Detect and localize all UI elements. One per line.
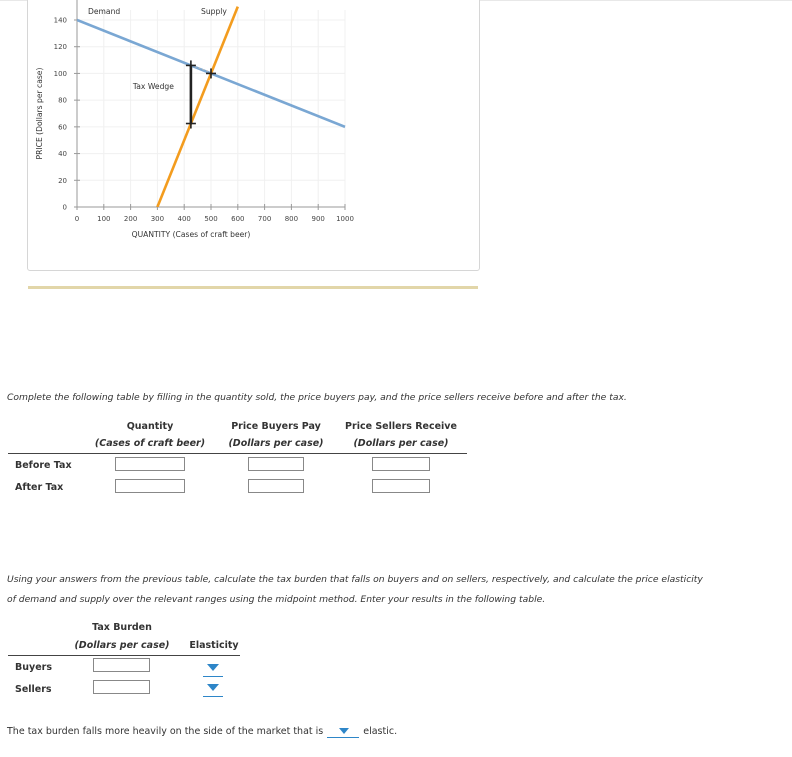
quantity-before-tax-input[interactable] [115, 457, 185, 471]
final-sentence-start: The tax burden falls more heavily on the side of the market that is [7, 726, 324, 737]
x-axis-label: QUANTITY (Cases of craft beer) [131, 230, 251, 239]
sellers-tax-burden-input[interactable] [93, 680, 150, 694]
x-tick-label: 800 [284, 215, 299, 223]
y-axis-label: PRICE (Dollars per case) [35, 67, 44, 160]
table2-instruction-line2: of demand and supply over the relevant ranges using the midpoint method. Enter your results in the following table. [7, 594, 546, 605]
final-sentence-end: elastic. [363, 726, 398, 737]
sellers-elasticity-dropdown[interactable] [203, 680, 223, 697]
x-tick-label: 500 [204, 215, 218, 223]
sellers-receive-header: Price Sellers Receive [345, 421, 457, 432]
tax-burden-unit: (Dollars per case) [74, 640, 170, 651]
quantity-unit: (Cases of craft beer) [94, 438, 206, 449]
table2-header-rule [8, 655, 240, 656]
table2-instruction-line1: Using your answers from the previous table, calculate the tax burden that falls on buyers and on sellers, respectively, and calculate the price elasticity [7, 574, 703, 585]
final-sentence [7, 725, 397, 738]
chevron-down-icon [207, 684, 219, 691]
sellers-receive-before-tax-input[interactable] [372, 457, 430, 471]
supply-label: Supply [201, 7, 227, 16]
buyers-pay-before-tax-input[interactable] [248, 457, 304, 471]
y-tick-label: 60 [58, 123, 67, 132]
tax-wedge-label: Tax Wedge [132, 81, 174, 91]
y-tick-label: 40 [58, 150, 67, 159]
x-tick-label: 400 [177, 215, 191, 223]
graph-panel [27, 0, 480, 271]
buyers-pay-after-tax-input[interactable] [248, 479, 304, 493]
quantity-header: Quantity [126, 421, 174, 432]
elasticity-header: Elasticity [189, 640, 239, 651]
section-divider [28, 286, 478, 289]
x-tick-label: 200 [123, 215, 138, 223]
buyers-tax-burden-input[interactable] [93, 658, 150, 672]
row-label-before-tax: Before Tax [15, 460, 72, 471]
y-tick-label: 120 [53, 43, 67, 52]
buyers-pay-header: Price Buyers Pay [231, 421, 321, 432]
x-tick-label: 600 [231, 215, 245, 223]
x-tick-label: 700 [257, 215, 272, 223]
table1-instruction: Complete the following table by filling in the quantity sold, the price buyers pay, and the price sellers receive before and after the tax. [7, 392, 627, 403]
elastic-side-dropdown[interactable] [327, 725, 359, 738]
x-tick-label: 900 [311, 215, 325, 223]
y-tick-label: 80 [58, 96, 67, 105]
chevron-down-icon [339, 728, 349, 734]
table1-header-rule [8, 453, 467, 454]
row-label-after-tax: After Tax [15, 482, 64, 493]
row-label-sellers: Sellers [15, 684, 52, 695]
x-tick-label: 100 [97, 215, 111, 223]
y-tick-label: 100 [53, 69, 67, 78]
x-tick-label: 1000 [336, 215, 354, 223]
sellers-receive-after-tax-input[interactable] [372, 479, 430, 493]
demand-label: Demand [88, 7, 121, 16]
buyers-pay-unit: (Dollars per case) [228, 438, 324, 449]
sellers-receive-unit: (Dollars per case) [353, 438, 449, 449]
quantity-after-tax-input[interactable] [115, 479, 185, 493]
buyers-elasticity-dropdown[interactable] [203, 660, 223, 677]
supply-curve [157, 7, 237, 207]
x-tick-label: 0 [74, 215, 80, 223]
chevron-down-icon [207, 664, 219, 671]
y-tick-label: 140 [53, 16, 67, 25]
y-tick-label: 20 [58, 176, 67, 185]
y-tick-label: 0 [62, 203, 67, 212]
x-tick-label: 300 [150, 215, 165, 223]
supply-demand-chart [28, 0, 479, 270]
row-label-buyers: Buyers [15, 662, 52, 673]
tax-burden-header: Tax Burden [92, 622, 152, 633]
